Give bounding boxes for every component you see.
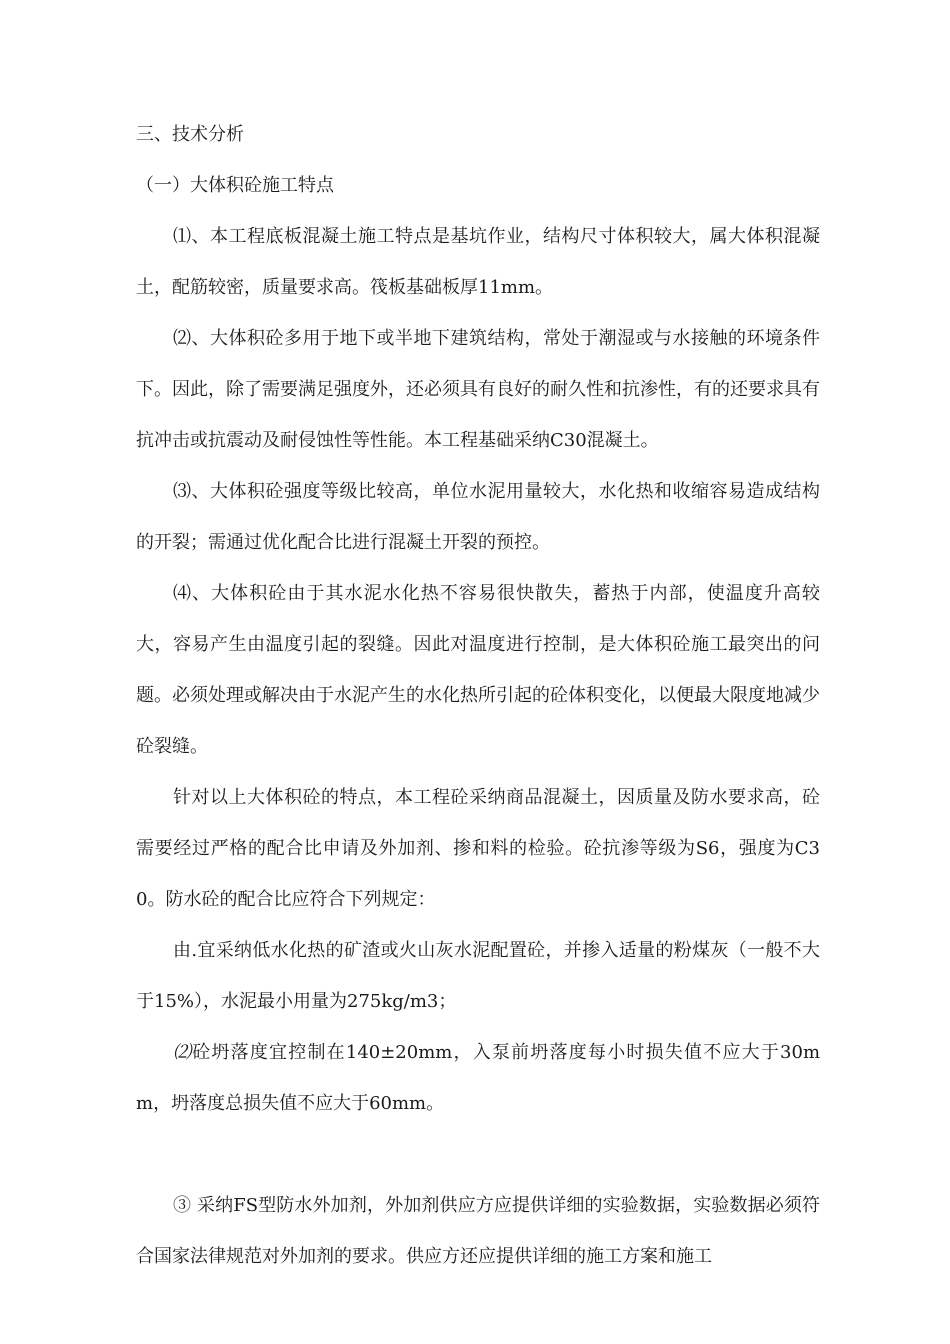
paragraph-6: 由.宜采纳低水化热的矿渣或火山灰水泥配置砼，并掺入适量的粉煤灰（一般不大于15%），水泥最小用量为275kg/m3； [136, 940, 820, 1012]
paragraph-1: ⑴、本工程底板混凝土施工特点是基坑作业，结构尺寸体积较大，属大体积混凝土，配筋较密，质量要求高。筏板基础板厚11mm。 [136, 226, 820, 298]
paragraph-3: ⑶、大体积砼强度等级比较高，单位水泥用量较大，水化热和收缩容易造成结构的开裂；需通过优化配合比进行混凝土开裂的预控。 [136, 481, 820, 553]
paragraph-7-text: 砼坍落度宜控制在140±20mm，入泵前坍落度每小时损失值不应大于30mm，坍落度总损失值不应大于60mm。 [136, 1042, 821, 1114]
paragraph-2: ⑵、大体积砼多用于地下或半地下建筑结构，常处于潮湿或与水接触的环境条件下。因此，除了需要满足强度外，还必须具有良好的耐久性和抗渗性，有的还要求具有抗冲击或抗震动及耐侵蚀性等性能。本工程基础采纳C30混凝土。 [136, 328, 820, 451]
paragraph-4: ⑷、大体积砼由于其水泥水化热不容易很快散失，蓄热于内部，使温度升高较大，容易产生由温度引起的裂缝。因此对温度进行控制，是大体积砼施工最突出的问题。必须处理或解决由于水泥产生的水化热所引起的砼体积变化，以便最大限度地减少砼裂缝。 [136, 583, 820, 757]
paragraph-7-marker: ⑵ [173, 1042, 193, 1063]
paragraph-5: 针对以上大体积砼的特点，本工程砼采纳商品混凝土，因质量及防水要求高，砼需要经过严格的配合比申请及外加剂、掺和料的检验。砼抗渗等级为S6，强度为C30。防水砼的配合比应符合下列规定： [136, 787, 820, 910]
section-heading: 三、技术分析 [136, 124, 244, 145]
paragraph-8: ③ 采纳FS型防水外加剂，外加剂供应方应提供详细的实验数据，实验数据必须符合国家法律规范对外加剂的要求。供应方还应提供详细的施工方案和施工 [136, 1195, 820, 1267]
subsection-heading: （一）大体积砼施工特点 [136, 175, 334, 196]
paragraph-7 [136, 1027, 820, 1129]
